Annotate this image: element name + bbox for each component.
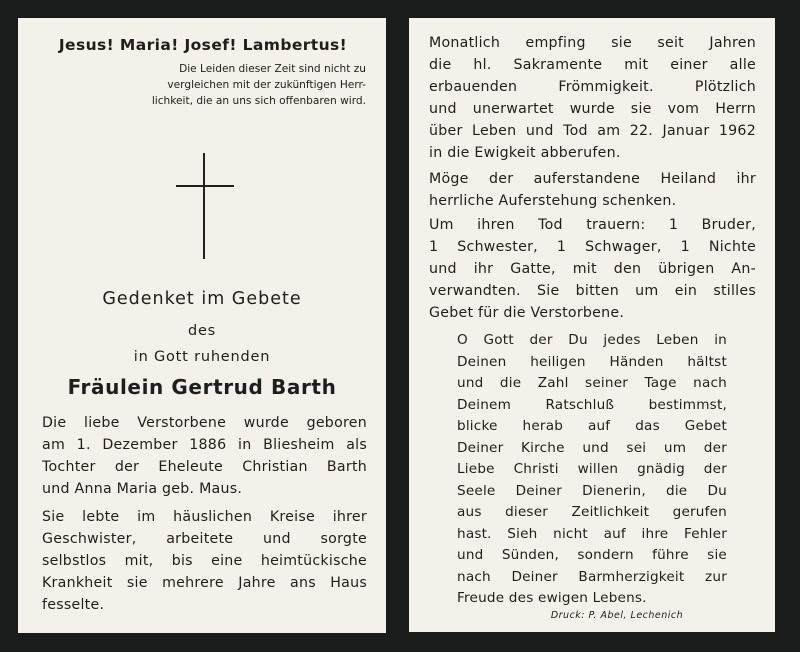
prayer-line: Deinem Ratschluß bestimmst, <box>457 396 727 413</box>
bible-verse <box>80 61 366 109</box>
prayer-line: und die Zahl seiner Tage nach <box>457 375 727 391</box>
right-card <box>409 18 775 632</box>
life-paragraph <box>42 506 367 616</box>
text-line: erbauenden Frömmigkeit. Plötzlich <box>429 79 756 95</box>
text-line: Krankheit sie mehrere Jahre ans Haus <box>42 575 367 591</box>
prayer-line: Seele Deiner Dienerin, die Du <box>457 482 727 499</box>
text-line: die hl. Sakramente mit einer alle <box>429 57 756 73</box>
left-card <box>18 18 386 633</box>
prayer-line: Deiner Kirche und sei um der <box>457 439 727 456</box>
text-line: selbstlos mit, bis eine heimtückische <box>42 553 367 569</box>
prayer-line: O Gott der Du jedes Leben in <box>457 332 727 348</box>
text-line: am 1. Dezember 1886 in Bliesheim als <box>42 437 367 453</box>
prayer-line: und Sünden, sondern führe sie <box>457 547 727 563</box>
prayer-line: Deinen heiligen Händen hältst <box>457 353 727 370</box>
text-line: herrliche Auferstehung schenken. <box>429 193 677 209</box>
remember-line: Gedenket im Gebete <box>102 289 302 309</box>
death-paragraph <box>429 32 756 164</box>
mourners-paragraph <box>429 214 756 324</box>
text-line: Tochter der Eheleute Christian Barth <box>42 459 367 475</box>
deceased-name: Fräulein Gertrud Barth <box>67 375 337 399</box>
prayer-line: nach Deiner Barmherzigkeit zur <box>457 568 727 585</box>
text-line: in die Ewigkeit abberufen. <box>429 145 621 161</box>
prayer-line: blicke herab auf das Gebet <box>457 418 727 434</box>
text-line: Um ihren Tod trauern: 1 Bruder, <box>429 217 756 233</box>
text-line: Sie lebte im häuslichen Kreise ihrer <box>42 509 367 525</box>
text-line: Monatlich empfing sie seit Jahren <box>429 35 756 51</box>
text-line: Geschwister, arbeitete und sorgte <box>42 531 367 547</box>
text-line: und Anna Maria geb. Maus. <box>42 481 243 497</box>
cross-icon <box>176 153 234 259</box>
prayer-line: aus dieser Zeitlichkeit gerufen <box>457 504 727 520</box>
text-line: Möge der auferstandene Heiland ihr <box>429 171 756 187</box>
printer-credit: Druck: P. Abel, Lechenich <box>550 610 684 621</box>
verse-line: Die Leiden dieser Zeit sind nicht zu <box>179 63 366 75</box>
resting-line: in Gott ruhenden <box>133 349 271 365</box>
text-line: und unerwartet wurde sie vom Herrn <box>429 101 756 117</box>
text-line: und ihr Gatte, mit den übrigen An- <box>429 261 756 277</box>
text-line: fesselte. <box>42 597 105 613</box>
heading: Jesus! Maria! Josef! Lambertus! <box>58 36 348 54</box>
birth-paragraph <box>42 412 367 500</box>
resurrection-paragraph <box>429 168 756 212</box>
verse-line: lichkeit, die an uns sich offenbaren wird. <box>151 95 366 107</box>
text-line: Gebet für die Verstorbene. <box>429 305 625 321</box>
des-line: des <box>187 323 217 339</box>
text-line: 1 Schwester, 1 Schwager, 1 Nichte <box>429 239 756 255</box>
verse-line: vergleichen mit der zukünftigen Herr- <box>167 79 366 91</box>
prayer-line: Liebe Christi willen gnädig der <box>457 461 727 477</box>
text-line: über Leben und Tod am 22. Januar 1962 <box>429 123 756 139</box>
text-line: Die liebe Verstorbene wurde geboren <box>42 415 367 431</box>
prayer <box>457 330 727 610</box>
text-line: verwandten. Sie bitten um ein stilles <box>429 283 756 299</box>
prayer-line: hast. Sieh nicht auf ihre Fehler <box>457 525 727 542</box>
prayer-line: Freude des ewigen Lebens. <box>457 590 647 606</box>
